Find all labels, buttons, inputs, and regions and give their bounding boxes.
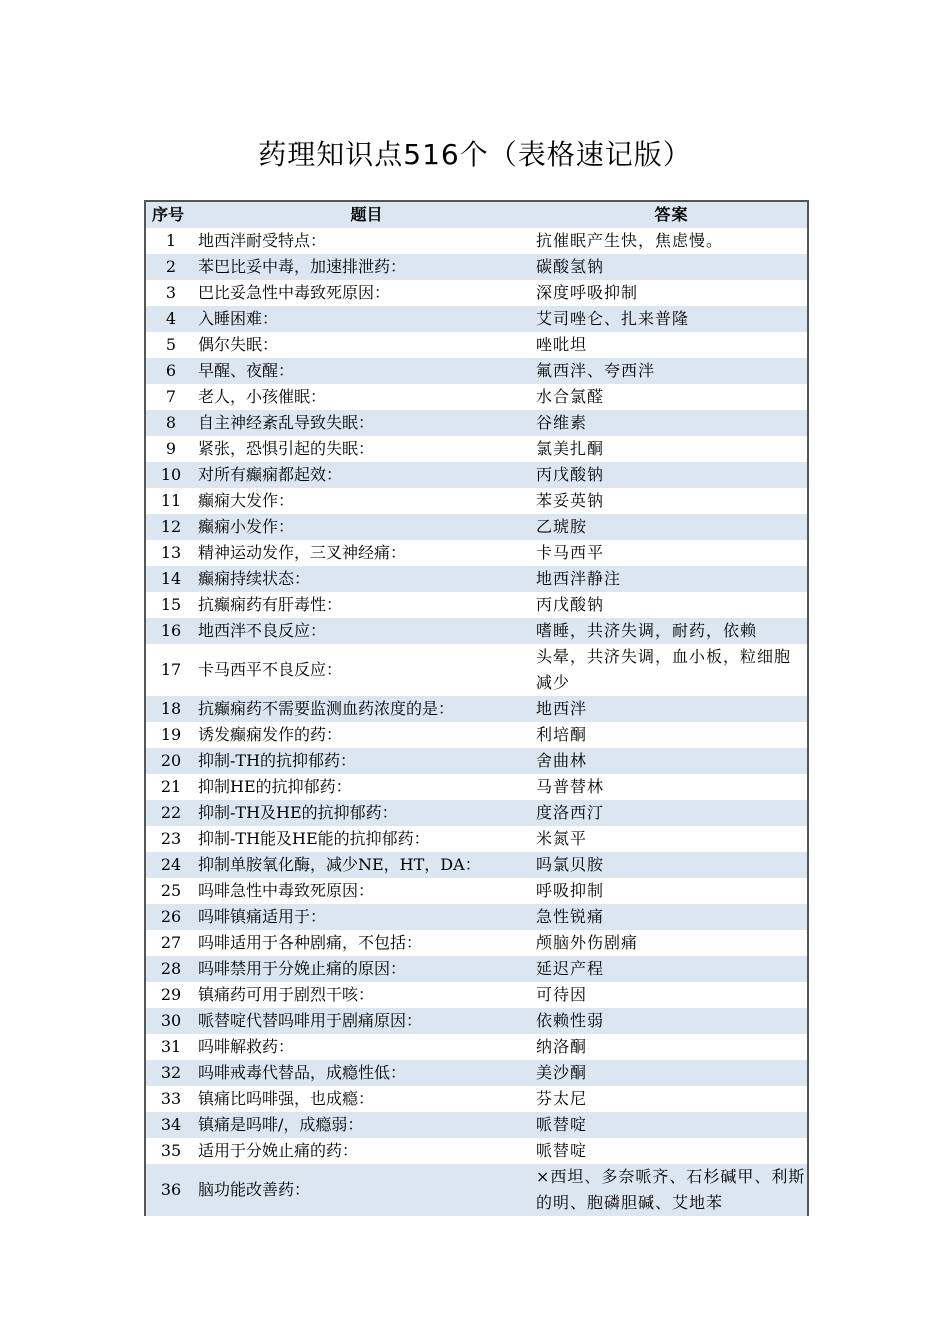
table-row xyxy=(146,306,807,332)
row-number: 30 xyxy=(160,1011,182,1030)
row-answer: 丙戊酸钠 xyxy=(536,595,605,614)
row-number: 24 xyxy=(160,855,182,874)
row-question: 癫痫小发作： xyxy=(198,517,295,536)
header-no: 序号 xyxy=(152,205,185,224)
table-row xyxy=(146,748,807,774)
row-number: 18 xyxy=(160,699,182,718)
table-row xyxy=(146,722,807,748)
table-row xyxy=(146,540,807,566)
table-row xyxy=(146,384,807,410)
row-question: 吗啡戒毒代替品，成瘾性低： xyxy=(198,1063,407,1082)
row-answer: 丙戊酸钠 xyxy=(536,465,605,484)
row-answer: 嗜睡，共济失调，耐药，依赖 xyxy=(536,621,758,640)
table-row xyxy=(146,228,807,254)
table-row xyxy=(146,774,807,800)
row-answer: 氯美扎酮 xyxy=(536,439,605,458)
knowledge-table xyxy=(144,200,809,1216)
table-row xyxy=(146,488,807,514)
row-answer: 唑吡坦 xyxy=(536,335,588,354)
row-answer: ×西坦、多奈哌齐、石杉碱甲、利斯的明、胞磷胆碱、艾地苯 xyxy=(536,1167,806,1212)
table-row xyxy=(146,826,807,852)
table-row xyxy=(146,514,807,540)
row-question: 癫痫大发作： xyxy=(198,491,295,510)
row-question: 癫痫持续状态： xyxy=(198,569,311,588)
row-answer: 卡马西平 xyxy=(536,543,605,562)
row-question: 诱发癫痫发作的药： xyxy=(198,725,343,744)
table-row xyxy=(146,982,807,1008)
row-answer: 可待因 xyxy=(536,985,588,1004)
row-number: 1 xyxy=(165,231,177,250)
row-answer: 哌替啶 xyxy=(536,1141,588,1160)
row-number: 21 xyxy=(160,777,182,796)
table-row xyxy=(146,1164,807,1216)
row-answer: 纳洛酮 xyxy=(536,1037,588,1056)
row-answer: 依赖性弱 xyxy=(536,1011,605,1030)
row-answer: 哌替啶 xyxy=(536,1115,588,1134)
row-question: 哌替啶代替吗啡用于剧痛原因： xyxy=(198,1011,423,1030)
header-question: 题目 xyxy=(350,205,383,224)
row-answer: 深度呼吸抑制 xyxy=(536,283,639,302)
row-question: 紧张，恐惧引起的失眠： xyxy=(198,439,375,458)
table-row xyxy=(146,930,807,956)
row-question: 抗癫痫药有肝毒性： xyxy=(198,595,343,614)
row-question: 抑制-TH的抗抑郁药： xyxy=(198,751,357,770)
row-answer: 氟西泮、夸西泮 xyxy=(536,361,656,380)
row-question: 吗啡急性中毒致死原因： xyxy=(198,881,375,900)
row-number: 34 xyxy=(160,1115,182,1134)
row-question: 镇痛是吗啡/，成瘾弱： xyxy=(198,1115,364,1134)
table-row xyxy=(146,1086,807,1112)
header-answer: 答案 xyxy=(654,205,689,224)
row-question: 老人，小孩催眠： xyxy=(198,387,327,406)
row-question: 抗癫痫药不需要监测血药浓度的是： xyxy=(198,699,455,718)
row-number: 28 xyxy=(160,959,182,978)
page-title: 药理知识点516个（表格速记版） xyxy=(258,138,692,171)
row-number: 19 xyxy=(160,725,182,744)
row-answer: 地西泮 xyxy=(536,699,588,718)
row-answer: 苯妥英钠 xyxy=(536,491,605,510)
row-question: 地西泮不良反应： xyxy=(198,621,327,640)
row-answer: 马普替林 xyxy=(536,777,605,796)
table-row xyxy=(146,618,807,644)
row-number: 5 xyxy=(165,335,177,354)
row-question: 吗啡镇痛适用于： xyxy=(198,907,327,926)
row-number: 16 xyxy=(160,621,182,640)
row-question: 镇痛比吗啡强，也成瘾： xyxy=(198,1089,375,1108)
table-row xyxy=(146,1008,807,1034)
row-number: 10 xyxy=(160,465,182,484)
row-question: 精神运动发作，三叉神经痛： xyxy=(198,543,407,562)
table-row xyxy=(146,1034,807,1060)
row-number: 15 xyxy=(160,595,182,614)
row-question: 地西泮耐受特点： xyxy=(198,231,327,250)
row-number: 35 xyxy=(160,1141,182,1160)
row-number: 11 xyxy=(160,491,182,510)
table-row xyxy=(146,956,807,982)
row-question: 抑制单胺氧化酶，减少NE，HT，DA： xyxy=(198,855,481,874)
row-number: 27 xyxy=(160,933,182,952)
row-question: 自主神经紊乱导致失眠： xyxy=(198,413,375,432)
row-answer: 利培酮 xyxy=(536,725,588,744)
row-number: 25 xyxy=(160,881,182,900)
table-row xyxy=(146,904,807,930)
row-number: 8 xyxy=(165,413,177,432)
row-number: 22 xyxy=(160,803,182,822)
row-number: 9 xyxy=(165,439,177,458)
table-header xyxy=(146,202,807,228)
row-number: 32 xyxy=(160,1063,182,1082)
row-question: 早醒、夜醒： xyxy=(198,361,295,380)
row-question: 适用于分娩止痛的药： xyxy=(198,1141,359,1160)
row-question: 吗啡解救药： xyxy=(198,1037,295,1056)
row-number: 4 xyxy=(165,309,177,328)
row-question: 抑制-TH及HE的抗抑郁药： xyxy=(198,803,398,822)
row-question: 抑制HE的抗抑郁药： xyxy=(198,777,352,796)
row-answer: 谷维素 xyxy=(536,413,588,432)
table-row xyxy=(146,332,807,358)
table-row xyxy=(146,878,807,904)
row-number: 3 xyxy=(165,283,177,302)
row-number: 17 xyxy=(160,660,182,679)
row-answer: 颅脑外伤剧痛 xyxy=(536,933,639,952)
row-question: 巴比妥急性中毒致死原因： xyxy=(198,283,391,302)
row-answer: 呼吸抑制 xyxy=(536,881,605,900)
row-question: 苯巴比妥中毒，加速排泄药： xyxy=(198,257,407,276)
row-answer: 碳酸氢钠 xyxy=(536,257,605,276)
row-number: 2 xyxy=(165,257,177,276)
row-number: 23 xyxy=(160,829,182,848)
row-answer: 美沙酮 xyxy=(536,1063,588,1082)
table-row xyxy=(146,410,807,436)
table-row xyxy=(146,254,807,280)
row-number: 20 xyxy=(160,751,182,770)
row-answer: 水合氯醛 xyxy=(536,387,605,406)
row-answer: 急性锐痛 xyxy=(536,907,605,926)
table-row xyxy=(146,1138,807,1164)
row-number: 31 xyxy=(160,1037,182,1056)
row-number: 13 xyxy=(160,543,182,562)
row-question: 卡马西平不良反应： xyxy=(198,660,343,679)
row-number: 7 xyxy=(165,387,177,406)
table-row xyxy=(146,800,807,826)
row-question: 偶尔失眠： xyxy=(198,335,279,354)
row-question: 吗啡适用于各种剧痛，不包括： xyxy=(198,933,423,952)
row-question: 吗啡禁用于分娩止痛的原因： xyxy=(198,959,407,978)
row-answer: 米氮平 xyxy=(536,829,588,848)
table-row xyxy=(146,696,807,722)
table-row xyxy=(146,358,807,384)
row-question: 镇痛药可用于剧烈干咳： xyxy=(198,985,375,1004)
table-row xyxy=(146,1112,807,1138)
row-question: 对所有癫痫都起效： xyxy=(198,465,343,484)
row-answer: 芬太尼 xyxy=(536,1089,588,1108)
table-row xyxy=(146,280,807,306)
row-answer: 吗氯贝胺 xyxy=(536,855,605,874)
row-number: 12 xyxy=(160,517,182,536)
row-question: 抑制-TH能及HE能的抗抑郁药： xyxy=(198,829,430,848)
table-row xyxy=(146,852,807,878)
row-answer: 地西泮静注 xyxy=(536,569,622,588)
row-question: 入睡困难： xyxy=(198,309,279,328)
row-answer: 抗催眠产生快，焦虑慢。 xyxy=(536,231,724,250)
row-number: 36 xyxy=(160,1180,182,1199)
row-answer: 舍曲林 xyxy=(536,751,588,770)
row-answer: 乙琥胺 xyxy=(536,517,588,536)
table-row xyxy=(146,436,807,462)
row-number: 26 xyxy=(160,907,182,926)
row-answer: 头晕，共济失调，血小板，粒细胞减少 xyxy=(536,647,792,692)
table-row xyxy=(146,566,807,592)
row-answer: 度洛西汀 xyxy=(536,803,605,822)
row-answer: 艾司唑仑、扎来普隆 xyxy=(536,309,690,328)
row-question: 脑功能改善药： xyxy=(198,1180,311,1199)
table-row xyxy=(146,462,807,488)
table-row xyxy=(146,592,807,618)
row-answer: 延迟产程 xyxy=(536,959,605,978)
row-number: 29 xyxy=(160,985,182,1004)
row-number: 6 xyxy=(165,361,177,380)
row-number: 14 xyxy=(160,569,182,588)
table-row xyxy=(146,644,807,696)
row-number: 33 xyxy=(160,1089,182,1108)
table-row xyxy=(146,1060,807,1086)
